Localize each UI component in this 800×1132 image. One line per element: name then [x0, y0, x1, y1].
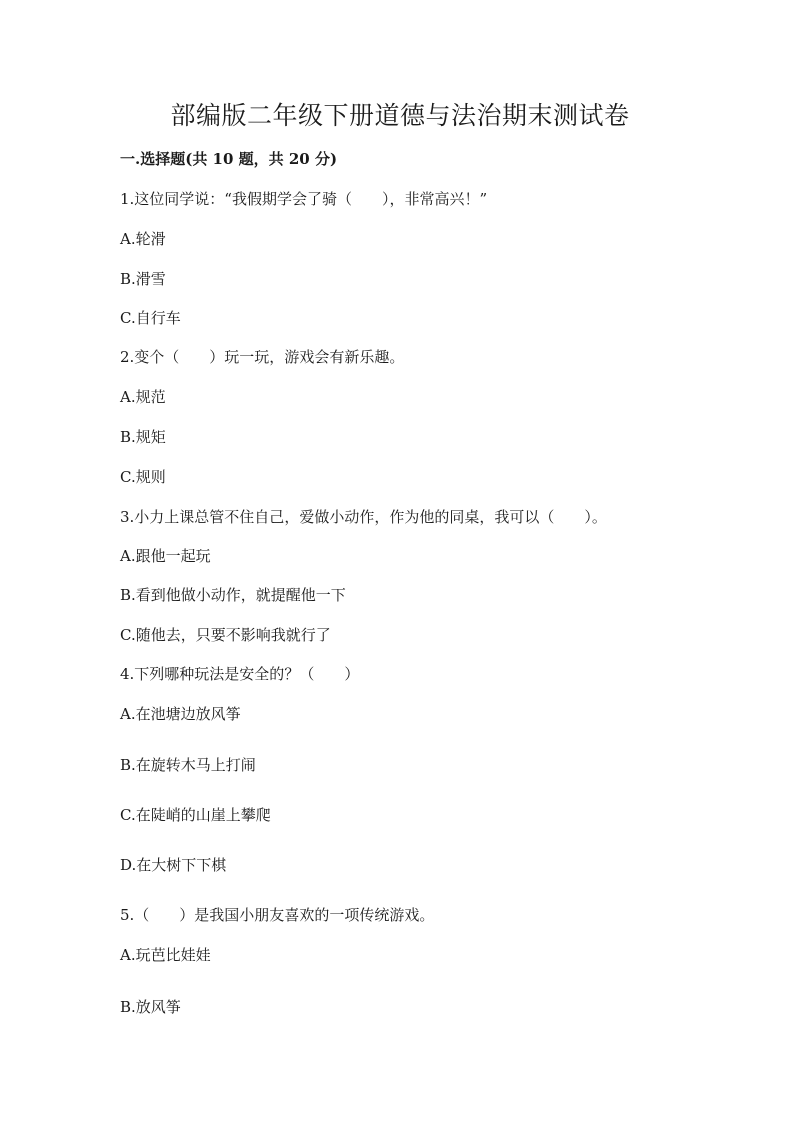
question-4-option-b: B.在旋转木马上打闹: [120, 756, 256, 774]
question-1-option-a: A.轮滑: [120, 230, 166, 248]
question-3-option-c: C.随他去，只要不影响我就行了: [120, 626, 331, 644]
section-heading: 一.选择题(共 10 题，共 20 分): [120, 150, 338, 168]
question-1-stem: 1.这位同学说：“我假期学会了骑（ ），非常高兴！”: [120, 190, 488, 208]
question-1-option-b: B.滑雪: [120, 270, 166, 288]
question-3-stem: 3.小力上课总管不住自己，爱做小动作，作为他的同桌，我可以（ ）。: [120, 508, 607, 526]
question-2-stem: 2.变个（ ）玩一玩，游戏会有新乐趣。: [120, 348, 405, 366]
question-2-option-b: B.规矩: [120, 428, 166, 446]
question-5-option-b: B.放风筝: [120, 998, 181, 1016]
question-5-option-a: A.玩芭比娃娃: [120, 946, 211, 964]
question-1-option-c: C.自行车: [120, 309, 181, 327]
question-2-option-a: A.规范: [120, 388, 166, 406]
question-3-option-a: A.跟他一起玩: [120, 547, 211, 565]
question-3-option-b: B.看到他做小动作，就提醒他一下: [120, 586, 346, 604]
question-4-option-c: C.在陡峭的山崖上攀爬: [120, 806, 271, 824]
question-4-stem: 4.下列哪种玩法是安全的？（ ）: [120, 665, 360, 683]
question-2-option-c: C.规则: [120, 468, 166, 486]
question-4-option-d: D.在大树下下棋: [120, 856, 227, 874]
page-title: 部编版二年级下册道德与法治期末测试卷: [170, 101, 630, 130]
question-4-option-a: A.在池塘边放风筝: [120, 705, 241, 723]
question-5-stem: 5.（ ）是我国小朋友喜欢的一项传统游戏。: [120, 906, 435, 924]
